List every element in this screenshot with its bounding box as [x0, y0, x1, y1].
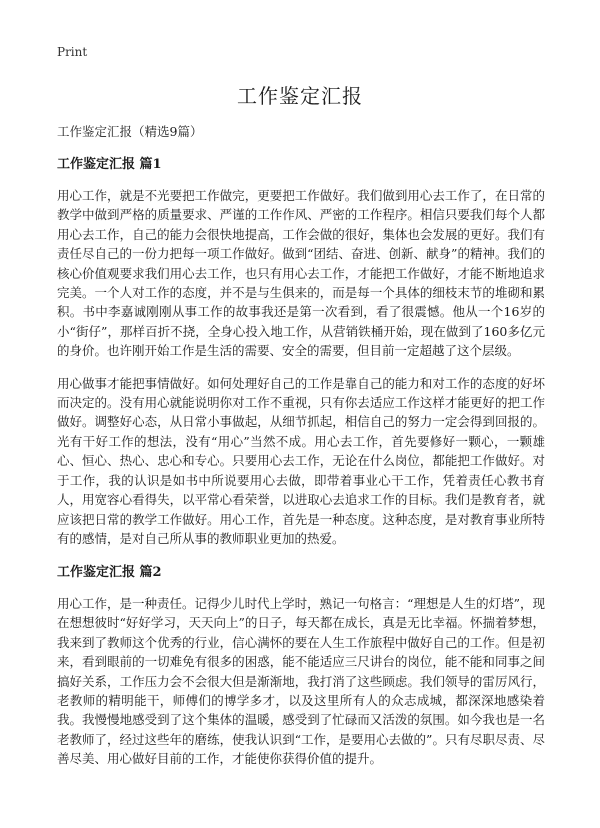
section-heading: 工作鉴定汇报 篇1 [57, 157, 162, 172]
document-title: 工作鉴定汇报 [237, 84, 363, 108]
print-label[interactable]: Print [57, 45, 88, 59]
document-subtitle: 工作鉴定汇报（精选9篇） [57, 124, 203, 139]
section-1 [57, 153, 545, 561]
section-heading: 工作鉴定汇报 篇2 [57, 565, 162, 580]
paragraph: 用心做事才能把事情做好。如何处理好自己的工作是靠自己的能力和对工作的态度的好坏而决定的。没有用心就能说明你对工作不重视，只有你去适应工作这样才能更好的把工作做好。调整好心态，从日常小事做起，从细节抓起，相信自己的努力一定会得到回报的。光有干好工作的想法，没有“用心”当然不成。用心去工作，首先要修好一颗心，一颗雄心、恒心、热心、忠心和专心。只要用心去工作，无论在什么岗位，都能把工作做好。对于工作，我的认识是如书中所说要用心去做，即带着事业心干工作，凭着责任心教书育人，用宽容心看得失，以平常心看荣誉，以进取心去追求工作的目标。我们是教育者，就应该把日常的教学工作做好。用心工作，首先是一种态度。这种态度，是对教育事业所特有的感情，是对自己所从事的教师职业更加的热爱。 [57, 375, 545, 546]
section-2 [57, 561, 545, 782]
paragraph: 用心工作，是一种责任。记得少儿时代上学时，熟记一句格言：“理想是人生的灯塔”，现在想想彼时“好好学习，天天向上”的日子，每天都在成长，真是无比幸福。怀揣着梦想，我来到了教师这个优秀的行业，信心满怀的要在人生工作旅程中做好自己的工作。但是初来，看到眼前的一切难免有很多的困惑，能不能适应三尺讲台的岗位，能不能和同事之间搞好关系，工作压力会不会很大但是渐渐地，我打消了这些顾虑。我们领导的雷厉风行，老教师的精明能干，师傅们的博学多才，以及这里所有人的众志成城，都深深地感染着我。我慢慢地感受到了这个集体的温暖，感受到了忙碌而又活泼的氛围。如今我也是一名老教师了，经过这些年的磨练，使我认识到“工作，是要用心去做的”。只有尽职尽责、尽善尽美、用心做好目前的工作，才能使你获得价值的提升。 [57, 596, 545, 767]
paragraph: 用心工作，就是不光要把工作做完，更要把工作做好。我们做到用心去工作了，在日常的教学中做到严格的质量要求、严谨的工作作风、严密的工作程序。相信只要我们每个人都用心去工作，自己的能力会很快地提高，工作会做的很好，集体也会发展的更好。我们有责任尽自己的一份力把每一项工作做好。做到“团结、奋进、创新、献身”的精神。我们的核心价值观要求我们用心去工作，也只有用心去工作，才能把工作做好，才能不断地追求完美。一个人对工作的态度，并不是与生俱来的，而是每一个具体的细枝末节的堆砌和累积。书中李嘉诚刚刚从事工作的故事我还是第一次看到，看了很震憾。他从一个16岁的小“街仔”，那样百折不挠，全身心投入地工作，从营销铁桶开始，现在做到了160多亿元的身价。也许刚开始工作是生活的需要、安全的需要，但目前一定超越了这个层级。 [57, 188, 545, 359]
